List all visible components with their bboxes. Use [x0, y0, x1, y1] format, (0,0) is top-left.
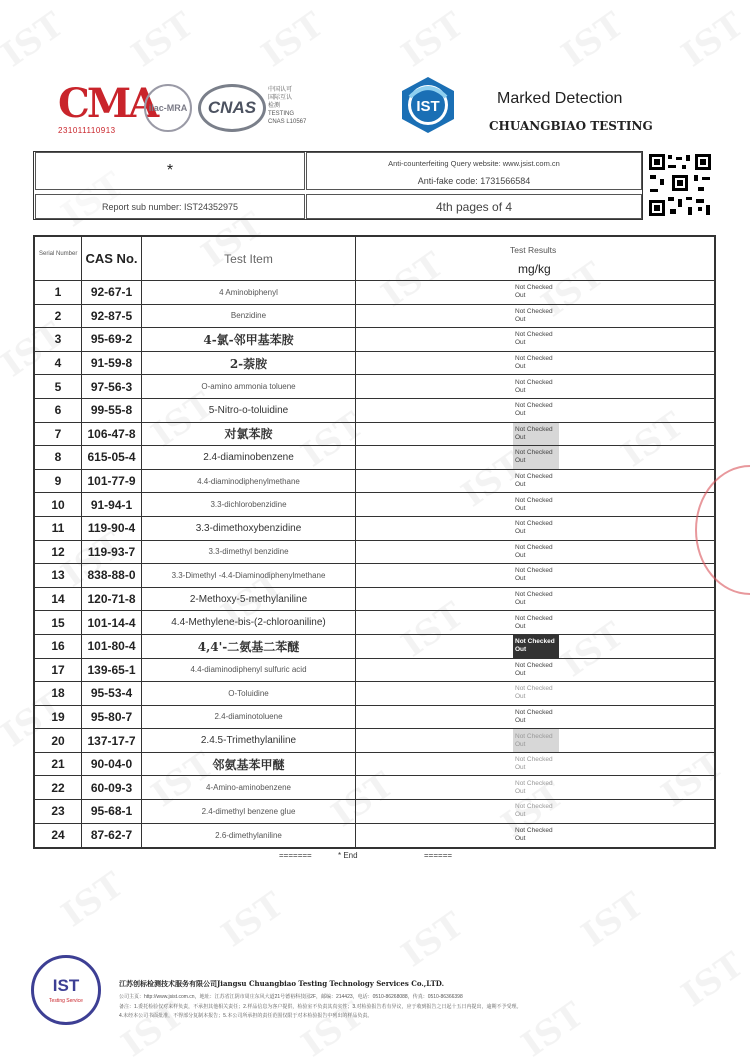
cas-number: 87-62-7: [82, 824, 142, 848]
test-item: 2.4-diaminotoluene: [142, 706, 356, 729]
cas-number: 119-93-7: [82, 541, 142, 564]
serial-number: 14: [35, 588, 82, 611]
cas-number: 95-69-2: [82, 328, 142, 351]
cas-number: 92-67-1: [82, 281, 142, 304]
serial-number: 13: [35, 564, 82, 587]
test-item: 5-Nitro-o-toluidine: [142, 399, 356, 422]
table-header: [35, 237, 714, 281]
test-result: Not Checked Out: [515, 614, 553, 630]
test-item: O-Toluidine: [142, 682, 356, 705]
test-result: Not Checked Out: [515, 331, 553, 347]
test-item: 2-Methoxy-5-methylaniline: [142, 588, 356, 611]
test-result: Not Checked Out: [515, 355, 553, 371]
test-item: 4-Amino-aminobenzene: [142, 776, 356, 799]
end-marker-left: =======: [279, 851, 312, 860]
table-row: [35, 753, 714, 777]
test-item: O-amino ammonia toluene: [142, 375, 356, 398]
brand-subtitle: CHUANGBIAO TESTING: [489, 119, 653, 133]
serial-number: 4: [35, 352, 82, 375]
seal-label: IST: [52, 976, 80, 995]
cas-number: 119-90-4: [82, 517, 142, 540]
seal-sub-label: Testing Service: [49, 998, 83, 1004]
table-row: [35, 706, 714, 730]
test-item: 4.4-diaminodiphenyl sulfuric acid: [142, 659, 356, 682]
test-results-table: [33, 235, 716, 849]
cma-logo: [58, 80, 157, 140]
cas-number: 95-80-7: [82, 706, 142, 729]
company-name: 江苏创标检测技术服务有限公司Jiangsu Chuangbiao Testing Technology Services Co.,LTD.: [119, 979, 445, 988]
end-marker-right: ======: [424, 851, 453, 860]
qr-code-icon: [648, 153, 712, 217]
table-row: [35, 682, 714, 706]
serial-number: 7: [35, 423, 82, 446]
cas-number: 139-65-1: [82, 659, 142, 682]
cas-number: 91-94-1: [82, 493, 142, 516]
serial-number: 15: [35, 611, 82, 634]
serial-number: 11: [35, 517, 82, 540]
cas-number: 106-47-8: [82, 423, 142, 446]
results-unit-label: mg/kg: [518, 262, 551, 276]
cas-number: 97-56-3: [82, 375, 142, 398]
table-row: [35, 564, 714, 588]
serial-number: 2: [35, 305, 82, 328]
test-result: Not Checked Out: [515, 803, 553, 819]
test-result: Not Checked Out: [515, 685, 553, 701]
table-row: [35, 493, 714, 517]
company-contact-line: 公司主页：http://www.jsist.com.cn，地址：江苏省江阴市周庄东风大道21号德裕科技园2F，邮编：214423，电话：0510-86268088，传真：0510-86366398: [119, 994, 463, 1000]
table-row: [35, 517, 714, 541]
cas-number: 90-04-0: [82, 753, 142, 776]
anti-counterfeit-cell: [306, 152, 642, 190]
cas-number: 101-80-4: [82, 635, 142, 658]
test-result: Not Checked Out: [515, 402, 553, 418]
serial-number: 1: [35, 281, 82, 304]
table-row: [35, 470, 714, 494]
test-item: 2.6-dimethylaniline: [142, 824, 356, 848]
ist-seal-logo: [31, 955, 101, 1025]
serial-number: 12: [35, 541, 82, 564]
cas-number: 95-53-4: [82, 682, 142, 705]
test-results-header: [356, 237, 714, 280]
table-row: [35, 446, 714, 470]
table-row: [35, 611, 714, 635]
table-row: [35, 800, 714, 824]
test-item: 4 Aminobiphenyl: [142, 281, 356, 304]
serial-number: 24: [35, 824, 82, 848]
anti-fake-code: Anti-fake code: 1731566584: [417, 175, 531, 186]
test-item: Benzidine: [142, 305, 356, 328]
serial-number: 5: [35, 375, 82, 398]
test-result: Not Checked Out: [515, 284, 553, 300]
query-website: Anti-counterfeiting Query website: www.jsist.com.cn: [388, 158, 560, 168]
test-result: Not Checked Out: [515, 520, 553, 536]
serial-number: 17: [35, 659, 82, 682]
table-row: [35, 281, 714, 305]
serial-number: 16: [35, 635, 82, 658]
brand-title: Marked Detection: [497, 90, 623, 107]
cnas-accreditation-text: 中国认可 国际互认 检测 TESTING CNAS L10567: [268, 87, 307, 125]
test-item-header: Test Item: [142, 237, 356, 280]
test-result: Not Checked Out: [515, 378, 553, 394]
test-item: 3.3-dimethoxybenzidine: [142, 517, 356, 540]
test-result: Not Checked Out: [515, 473, 553, 489]
cas-number: 95-68-1: [82, 800, 142, 823]
cas-number: 120-71-8: [82, 588, 142, 611]
test-result: Not Checked Out: [515, 591, 553, 607]
test-result: Not Checked Out: [513, 729, 559, 752]
cas-header: CAS No.: [82, 237, 142, 280]
ist-logo: [396, 75, 460, 135]
test-item: 邻氨基苯甲醚: [142, 753, 356, 776]
test-result: Not Checked Out: [515, 756, 553, 772]
serial-number: 21: [35, 753, 82, 776]
test-item: 2.4-diaminobenzene: [142, 446, 356, 469]
table-row: [35, 541, 714, 565]
test-item: 2-萘胺: [142, 352, 356, 375]
table-row: [35, 824, 714, 848]
table-row: [35, 588, 714, 612]
ilac-mra-logo: ilac-MRA: [144, 84, 192, 132]
cas-number: 101-14-4: [82, 611, 142, 634]
test-result: Not Checked Out: [513, 423, 559, 446]
test-item: 3.3-dichlorobenzidine: [142, 493, 356, 516]
test-result: Not Checked Out: [515, 827, 553, 843]
test-result: Not Checked Out: [515, 543, 553, 559]
serial-number: 3: [35, 328, 82, 351]
table-row: [35, 776, 714, 800]
cas-number: 91-59-8: [82, 352, 142, 375]
test-item: 3.3-Dimethyl -4.4-Diaminodiphenylmethane: [142, 564, 356, 587]
cas-number: 137-17-7: [82, 729, 142, 752]
test-item: 4,4'-二氨基二苯醚: [142, 635, 356, 658]
table-row: [35, 352, 714, 376]
star-cell: *: [35, 152, 305, 190]
cma-logo-mark: CMA: [58, 80, 157, 127]
test-item: 3.3-dimethyl benzidine: [142, 541, 356, 564]
table-row: [35, 635, 714, 659]
svg-text:IST: IST: [416, 98, 440, 115]
table-row: [35, 659, 714, 683]
serial-number: 6: [35, 399, 82, 422]
serial-number: 22: [35, 776, 82, 799]
test-result: Not Checked Out: [515, 567, 553, 583]
serial-number: 8: [35, 446, 82, 469]
serial-number: 20: [35, 729, 82, 752]
test-item: 4-氯-邻甲基苯胺: [142, 328, 356, 351]
test-result: Not Checked Out: [515, 307, 553, 323]
table-row: [35, 399, 714, 423]
end-marker-text: * End: [338, 851, 358, 860]
test-result: Not Checked Out: [513, 446, 559, 469]
test-result: Not Checked Out: [515, 708, 553, 724]
test-result: Not Checked Out: [515, 661, 553, 677]
page-indicator: 4th pages of 4: [306, 194, 642, 219]
test-item: 4.4-Methylene-bis-(2-chloroaniline): [142, 611, 356, 634]
table-row: [35, 305, 714, 329]
cas-number: 101-77-9: [82, 470, 142, 493]
cas-number: 838-88-0: [82, 564, 142, 587]
table-row: [35, 729, 714, 753]
test-item: 对氯苯胺: [142, 423, 356, 446]
report-info-box: [33, 151, 643, 220]
serial-number: 18: [35, 682, 82, 705]
serial-number-header: Serial Number: [35, 237, 82, 280]
test-result: Not Checked Out: [515, 779, 553, 795]
cas-number: 615-05-4: [82, 446, 142, 469]
test-item: 2.4-dimethyl benzene glue: [142, 800, 356, 823]
cas-number: 99-55-8: [82, 399, 142, 422]
remarks-line-2: 4.未经本公司书面批准，不得部分复制本报告；5.本公司所承担的责任范围仅限于对本检验报告中列出的样品负责。: [119, 1013, 373, 1019]
cas-number: 60-09-3: [82, 776, 142, 799]
test-item: 2.4.5-Trimethylaniline: [142, 729, 356, 752]
test-result: Not Checked Out: [515, 496, 553, 512]
serial-number: 9: [35, 470, 82, 493]
cma-number: 231011110913: [58, 126, 116, 135]
report-sub-number: Report sub number: IST24352975: [35, 194, 305, 219]
serial-number: 19: [35, 706, 82, 729]
serial-number: 10: [35, 493, 82, 516]
table-row: [35, 328, 714, 352]
test-item: 4.4-diaminodiphenylmethane: [142, 470, 356, 493]
cnas-logo: CNAS: [198, 84, 266, 132]
table-row: [35, 423, 714, 447]
cas-number: 92-87-5: [82, 305, 142, 328]
serial-number: 23: [35, 800, 82, 823]
test-result: Not Checked Out: [513, 635, 559, 658]
table-row: [35, 375, 714, 399]
results-header-label: Test Results: [510, 245, 557, 255]
remarks-line-1: 备注：1.委托检验仅对来样负责，不承担其他相关责任；2.样品信息为客户提供，检验室不负责其真实性；3.对检验报告若有异议，应于收到报告之日起十五日内提出，逾期不予受理。: [119, 1004, 522, 1010]
